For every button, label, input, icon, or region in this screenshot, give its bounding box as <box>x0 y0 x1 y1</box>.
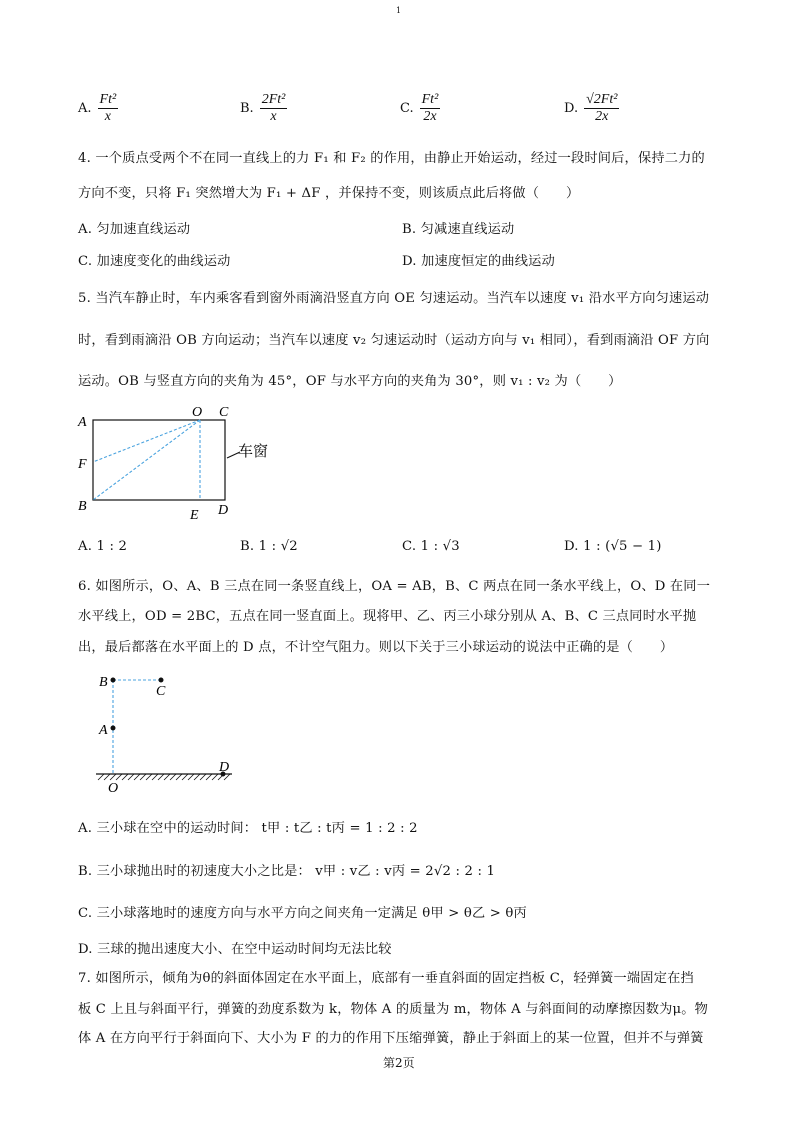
point-C-label: C <box>219 405 229 420</box>
point-O-label: O <box>192 405 203 420</box>
point-C <box>159 678 164 683</box>
q5-option-a: A. 1 : 2 <box>78 539 128 554</box>
q4-option-d: D. 加速度恒定的曲线运动 <box>402 254 555 269</box>
q7-stem-line2: 板 C 上且与斜面平行，弹簧的劲度系数为 k，物体 A 的质量为 m，物体 A 与斜面间的动摩擦因数为μ。物 <box>78 1002 709 1017</box>
q5-option-c: C. 1 : √3 <box>402 539 460 554</box>
window-label: 车窗 <box>238 442 269 460</box>
q6-stem-line2: 水平线上，OD = 2BC，五点在同一竖直面上。现将甲、乙、丙三小球分别从 A、B、C 三点同时水平抛 <box>78 609 697 624</box>
point-B <box>111 678 116 683</box>
q3-option-a: A. $\frac{\text{Ft²}}{x}$ <box>78 92 117 124</box>
point-A-label: A <box>99 723 108 738</box>
page-mark: 1 <box>396 6 402 15</box>
point-E-label: E <box>190 508 199 523</box>
q3-option-b: B. $\frac{\text{2Ft²}}{x}$ <box>240 92 286 124</box>
line-OF <box>93 420 200 462</box>
point-B-label: B <box>78 499 87 514</box>
q5-option-b: B. 1 : √2 <box>240 539 298 554</box>
point-B-label: B <box>99 675 108 690</box>
point-D-label: D <box>218 503 229 518</box>
q4-option-c: C. 加速度变化的曲线运动 <box>78 254 231 269</box>
q5-stem-line1: 5. 当汽车静止时，车内乘客看到窗外雨滴沿竖直方向 OE 匀速运动。当汽车以速度 v₁ 沿水平方向匀速运动 <box>78 291 710 306</box>
q6-option-b: B. 三小球抛出时的初速度大小之比是： v甲 : v乙 : v丙 = 2√2 : 2 : 1 <box>78 864 496 879</box>
point-O-label: O <box>108 781 119 796</box>
car-window-rect <box>93 420 225 500</box>
point-A <box>111 726 116 731</box>
point-A-label: A <box>78 415 87 430</box>
q6-option-c: C. 三小球落地时的速度方向与水平方向之间夹角一定满足 θ甲 > θ乙 > θ丙 <box>78 906 527 921</box>
q6-projectile-figure <box>90 670 250 800</box>
q7-stem-line3: 体 A 在方向平行于斜面向下、大小为 F 的力的作用下压缩弹簧，静止于斜面上的某一位置，但并不与弹簧 <box>78 1031 704 1046</box>
q3-option-c: C. $\frac{\text{Ft²}}{2x}$ <box>400 92 439 124</box>
q5-stem-line3: 运动。OB 与竖直方向的夹角为 45°，OF 与水平方向的夹角为 30°，则 v₁ : v₂ 为（ ） <box>78 374 622 389</box>
q6-option-d: D. 三球的抛出速度大小、在空中运动时间均无法比较 <box>78 942 392 957</box>
q4-option-a: A. 匀加速直线运动 <box>78 222 191 237</box>
q6-stem-line3: 出，最后都落在水平面上的 D 点，不计空气阻力。则以下关于三小球运动的说法中正确的是（ ） <box>78 640 674 655</box>
q3-option-d: D. $\frac{\text{√2Ft²}}{2x}$ <box>564 92 618 124</box>
q4-stem-line1: 4. 一个质点受两个不在同一直线上的力 F₁ 和 F₂ 的作用，由静止开始运动，经过一段时间后，保持二力的 <box>78 151 705 166</box>
q7-stem-line1: 7. 如图所示，倾角为θ的斜面体固定在水平面上，底部有一垂直斜面的固定挡板 C，轻弹簧一端固定在挡 <box>78 971 694 986</box>
page-number: 第2页 <box>383 1056 415 1070</box>
point-C-label: C <box>156 684 166 699</box>
q5-car-window-figure <box>70 398 300 528</box>
line-OB <box>93 420 200 500</box>
q4-option-b: B. 匀减速直线运动 <box>402 222 515 237</box>
q5-stem-line2: 时，看到雨滴沿 OB 方向运动；当汽车以速度 v₂ 匀速运动时（运动方向与 v₁ 相同），看到雨滴沿 OF 方向 <box>78 333 710 348</box>
point-F-label: F <box>78 457 87 472</box>
q5-option-d: D. 1 : (√5 − 1) <box>564 539 662 554</box>
q6-option-a: A. 三小球在空中的运动时间： t甲 : t乙 : t丙 = 1 : 2 : 2 <box>78 821 418 836</box>
point-D-label: D <box>219 760 230 775</box>
q6-stem-line1: 6. 如图所示，O、A、B 三点在同一条竖直线上，OA = AB，B、C 两点在同一条水平线上，O、D 在同一 <box>78 579 711 594</box>
ground-hatching <box>98 774 230 780</box>
q4-stem-line2: 方向不变，只将 F₁ 突然增大为 F₁ + ΔF ，并保持不变，则该质点此后将做（ ） <box>78 186 580 201</box>
